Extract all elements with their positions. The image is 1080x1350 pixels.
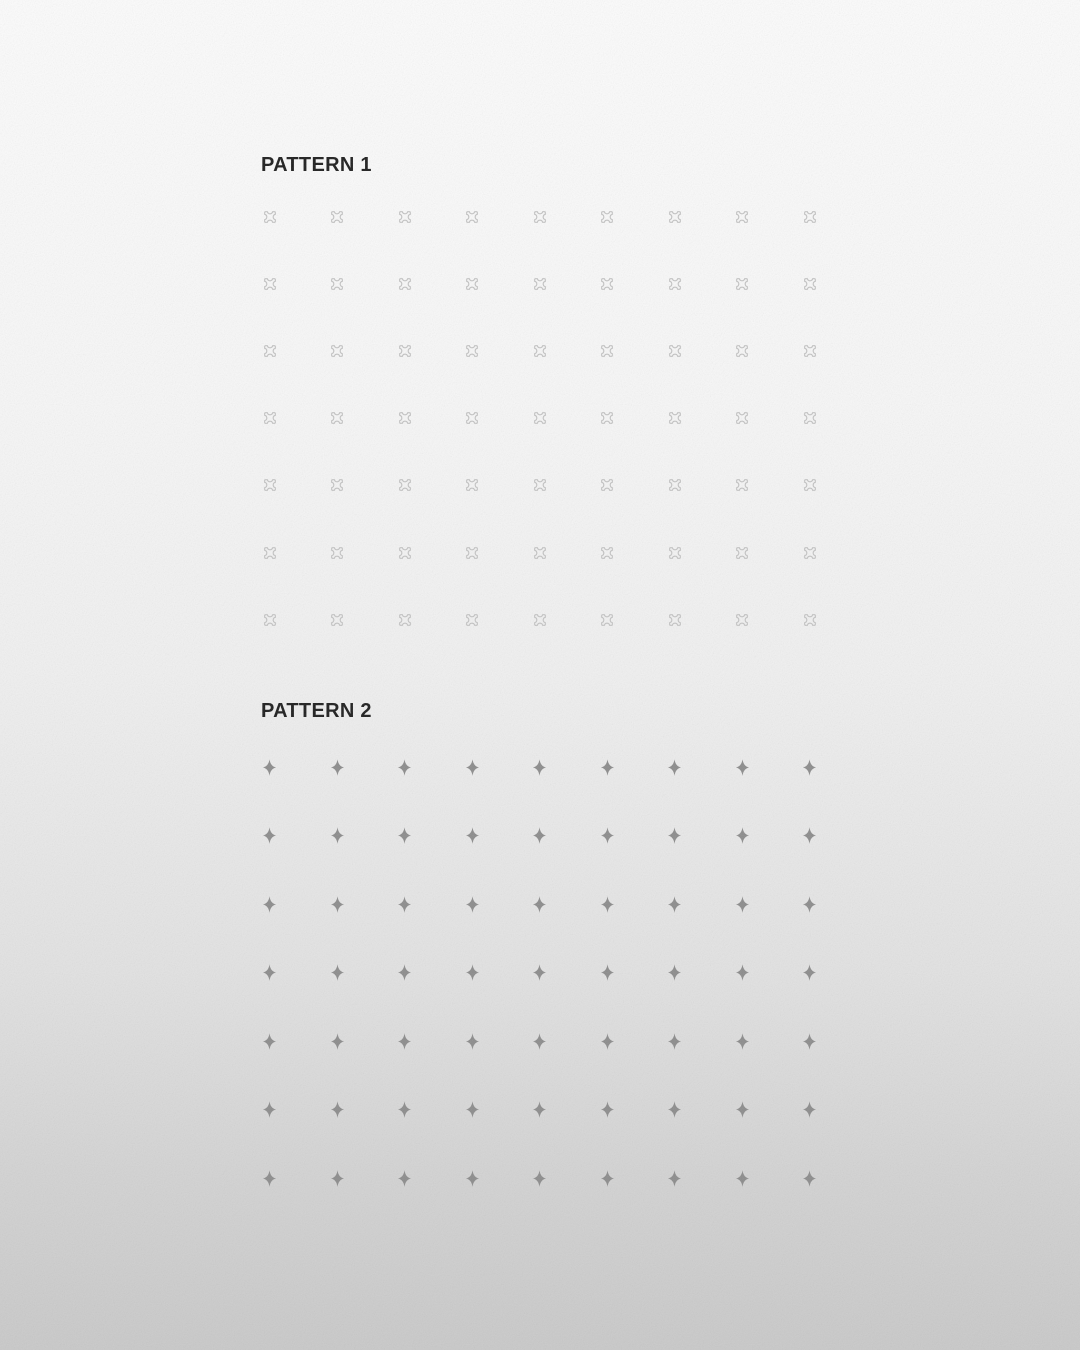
sparkle-icon [262, 826, 277, 845]
pattern-cell [236, 452, 304, 519]
pattern-cell [574, 1076, 642, 1145]
pattern-cell [304, 452, 372, 519]
clover-outline-icon [532, 545, 548, 561]
pattern-cell [236, 250, 304, 317]
pattern-cell [439, 452, 507, 519]
sparkle-icon [397, 1169, 412, 1188]
pattern-cell [776, 385, 844, 452]
pattern-cell [371, 1076, 439, 1145]
pattern-cell [439, 385, 507, 452]
pattern-cell [709, 519, 777, 586]
sparkle-icon [397, 826, 412, 845]
pattern-cell [236, 1076, 304, 1145]
pattern-cell [439, 1144, 507, 1213]
pattern-cell [236, 870, 304, 939]
clover-outline-icon [599, 276, 615, 292]
clover-outline-icon [667, 209, 683, 225]
pattern-cell [506, 802, 574, 871]
pattern-cell [709, 1076, 777, 1145]
sparkle-icon [465, 1100, 480, 1119]
sparkle-icon [397, 1032, 412, 1051]
pattern-cell [641, 519, 709, 586]
pattern-cell [506, 250, 574, 317]
pattern-cell [506, 586, 574, 653]
sparkle-icon [397, 963, 412, 982]
pattern-cell [574, 519, 642, 586]
pattern-cell [304, 385, 372, 452]
pattern-cell [574, 317, 642, 384]
sparkle-icon [330, 826, 345, 845]
pattern-cell [439, 733, 507, 802]
section-title-pattern-2: PATTERN 2 [261, 700, 372, 722]
pattern-cell [574, 586, 642, 653]
pattern-cell [236, 1144, 304, 1213]
pattern-cell [776, 1076, 844, 1145]
sparkle-icon [735, 963, 750, 982]
pattern-cell [371, 250, 439, 317]
sparkle-icon [600, 1169, 615, 1188]
sparkle-icon [600, 1100, 615, 1119]
pattern-cell [776, 870, 844, 939]
pattern-cell [709, 250, 777, 317]
pattern-cell [709, 586, 777, 653]
pattern-cell [574, 1144, 642, 1213]
clover-outline-icon [262, 276, 278, 292]
pattern-cell [236, 183, 304, 250]
clover-outline-icon [667, 410, 683, 426]
clover-outline-icon [262, 612, 278, 628]
clover-outline-icon [262, 477, 278, 493]
pattern-cell [506, 519, 574, 586]
pattern-cell [236, 586, 304, 653]
clover-outline-icon [262, 343, 278, 359]
sparkle-icon [802, 895, 817, 914]
pattern-cell [574, 939, 642, 1008]
sparkle-icon [667, 826, 682, 845]
pattern-cell [371, 939, 439, 1008]
clover-outline-icon [464, 612, 480, 628]
pattern-cell [574, 802, 642, 871]
pattern-cell [371, 1144, 439, 1213]
pattern-cell [304, 183, 372, 250]
pattern-cell [709, 183, 777, 250]
pattern-cell [574, 385, 642, 452]
clover-outline-icon [667, 343, 683, 359]
clover-outline-icon [532, 343, 548, 359]
sparkle-icon [532, 1032, 547, 1051]
clover-outline-icon [802, 410, 818, 426]
sparkle-icon [667, 1100, 682, 1119]
sparkle-icon [802, 1032, 817, 1051]
pattern-cell [304, 802, 372, 871]
pattern-cell [371, 1007, 439, 1076]
clover-outline-icon [397, 477, 413, 493]
clover-outline-icon [397, 612, 413, 628]
pattern-cell [304, 939, 372, 1008]
pattern-cell [371, 317, 439, 384]
pattern-cell [506, 385, 574, 452]
sparkle-icon [600, 963, 615, 982]
clover-outline-icon [464, 276, 480, 292]
pattern-cell [439, 870, 507, 939]
pattern-cell [371, 870, 439, 939]
pattern-cell [439, 183, 507, 250]
clover-outline-icon [329, 276, 345, 292]
sparkle-icon [802, 758, 817, 777]
clover-outline-icon [802, 343, 818, 359]
pattern-cell [371, 802, 439, 871]
pattern-cell [506, 1076, 574, 1145]
pattern-cell [641, 385, 709, 452]
pattern-cell [304, 317, 372, 384]
clover-outline-icon [397, 545, 413, 561]
pattern-cell [371, 183, 439, 250]
sparkle-icon [532, 1100, 547, 1119]
sparkle-icon [667, 895, 682, 914]
clover-outline-icon [802, 477, 818, 493]
clover-outline-icon [397, 410, 413, 426]
pattern-cell [506, 452, 574, 519]
sparkle-icon [735, 826, 750, 845]
pattern-cell [574, 870, 642, 939]
pattern-cell [236, 939, 304, 1008]
pattern-cell [776, 250, 844, 317]
clover-outline-icon [329, 209, 345, 225]
pattern-cell [236, 802, 304, 871]
clover-outline-icon [532, 276, 548, 292]
clover-outline-icon [464, 545, 480, 561]
pattern-cell [371, 385, 439, 452]
pattern-1-grid [236, 183, 844, 653]
pattern-cell [709, 1007, 777, 1076]
pattern-2-grid [236, 733, 844, 1213]
pattern-cell [236, 317, 304, 384]
pattern-cell [506, 1007, 574, 1076]
sparkle-icon [330, 1032, 345, 1051]
sparkle-icon [600, 1032, 615, 1051]
pattern-cell [439, 250, 507, 317]
pattern-cell [776, 452, 844, 519]
clover-outline-icon [599, 612, 615, 628]
pattern-cell [304, 519, 372, 586]
sparkle-icon [600, 895, 615, 914]
pattern-cell [776, 317, 844, 384]
sparkle-icon [262, 963, 277, 982]
sparkle-icon [262, 1032, 277, 1051]
clover-outline-icon [667, 477, 683, 493]
sparkle-icon [735, 758, 750, 777]
pattern-cell [641, 1144, 709, 1213]
clover-outline-icon [397, 276, 413, 292]
clover-outline-icon [802, 545, 818, 561]
clover-outline-icon [532, 477, 548, 493]
pattern-cell [641, 452, 709, 519]
pattern-cell [304, 250, 372, 317]
pattern-cell [304, 870, 372, 939]
sparkle-icon [532, 826, 547, 845]
clover-outline-icon [734, 209, 750, 225]
clover-outline-icon [599, 410, 615, 426]
sparkle-icon [397, 758, 412, 777]
clover-outline-icon [262, 410, 278, 426]
pattern-cell [439, 1007, 507, 1076]
clover-outline-icon [464, 410, 480, 426]
clover-outline-icon [532, 612, 548, 628]
pattern-cell [574, 183, 642, 250]
pattern-cell [641, 870, 709, 939]
clover-outline-icon [329, 612, 345, 628]
pattern-cell [776, 939, 844, 1008]
sparkle-icon [600, 758, 615, 777]
sparkle-icon [667, 1032, 682, 1051]
pattern-cell [506, 317, 574, 384]
sparkle-icon [330, 758, 345, 777]
pattern-cell [371, 733, 439, 802]
sparkle-icon [465, 758, 480, 777]
clover-outline-icon [734, 276, 750, 292]
sparkle-icon [532, 895, 547, 914]
clover-outline-icon [464, 477, 480, 493]
clover-outline-icon [262, 545, 278, 561]
pattern-cell [574, 250, 642, 317]
pattern-cell [641, 183, 709, 250]
sparkle-icon [802, 963, 817, 982]
pattern-cell [506, 939, 574, 1008]
pattern-cell [371, 452, 439, 519]
sparkle-icon [465, 826, 480, 845]
pattern-cell [641, 586, 709, 653]
pattern-cell [236, 733, 304, 802]
pattern-cell [641, 317, 709, 384]
pattern-cell [574, 452, 642, 519]
pattern-cell [574, 1007, 642, 1076]
clover-outline-icon [329, 545, 345, 561]
pattern-cell [506, 183, 574, 250]
sparkle-icon [735, 1100, 750, 1119]
pattern-cell [709, 385, 777, 452]
pattern-cell [439, 802, 507, 871]
pattern-cell [776, 519, 844, 586]
clover-outline-icon [464, 343, 480, 359]
pattern-cell [776, 1144, 844, 1213]
sparkle-icon [735, 895, 750, 914]
clover-outline-icon [599, 545, 615, 561]
sparkle-icon [802, 1100, 817, 1119]
sparkle-icon [397, 1100, 412, 1119]
sparkle-icon [465, 1169, 480, 1188]
clover-outline-icon [262, 209, 278, 225]
clover-outline-icon [667, 276, 683, 292]
pattern-cell [439, 939, 507, 1008]
pattern-cell [439, 1076, 507, 1145]
pattern-cell [641, 1076, 709, 1145]
pattern-cell [304, 733, 372, 802]
pattern-cell [641, 939, 709, 1008]
sparkle-icon [465, 963, 480, 982]
sparkle-icon [802, 826, 817, 845]
sparkle-icon [532, 1169, 547, 1188]
sparkle-icon [532, 963, 547, 982]
sparkle-icon [330, 1169, 345, 1188]
pattern-cell [776, 802, 844, 871]
pattern-cell [236, 385, 304, 452]
clover-outline-icon [734, 410, 750, 426]
pattern-cell [506, 733, 574, 802]
sparkle-icon [735, 1032, 750, 1051]
pattern-cell [506, 870, 574, 939]
sparkle-icon [262, 1169, 277, 1188]
pattern-cell [304, 586, 372, 653]
sparkle-icon [262, 758, 277, 777]
clover-outline-icon [734, 477, 750, 493]
pattern-cell [709, 870, 777, 939]
pattern-cell [641, 250, 709, 317]
pattern-cell [641, 802, 709, 871]
pattern-cell [371, 586, 439, 653]
sparkle-icon [465, 1032, 480, 1051]
pattern-cell [709, 452, 777, 519]
clover-outline-icon [464, 209, 480, 225]
sparkle-icon [262, 1100, 277, 1119]
sparkle-icon [330, 1100, 345, 1119]
clover-outline-icon [532, 410, 548, 426]
pattern-cell [709, 1144, 777, 1213]
pattern-cell [304, 1076, 372, 1145]
pattern-cell [709, 733, 777, 802]
sparkle-icon [532, 758, 547, 777]
sparkle-icon [397, 895, 412, 914]
pattern-cell [439, 519, 507, 586]
clover-outline-icon [802, 612, 818, 628]
pattern-cell [506, 1144, 574, 1213]
clover-outline-icon [802, 209, 818, 225]
pattern-cell [439, 586, 507, 653]
pattern-cell [641, 1007, 709, 1076]
pattern-cell [709, 317, 777, 384]
pattern-cell [574, 733, 642, 802]
pattern-cell [709, 802, 777, 871]
sparkle-icon [667, 1169, 682, 1188]
pattern-cell [709, 939, 777, 1008]
sparkle-icon [735, 1169, 750, 1188]
sparkle-icon [667, 758, 682, 777]
clover-outline-icon [667, 612, 683, 628]
clover-outline-icon [329, 410, 345, 426]
pattern-cell [304, 1007, 372, 1076]
clover-outline-icon [599, 343, 615, 359]
sparkle-icon [262, 895, 277, 914]
clover-outline-icon [734, 545, 750, 561]
clover-outline-icon [734, 343, 750, 359]
sparkle-icon [330, 895, 345, 914]
section-title-pattern-1: PATTERN 1 [261, 154, 372, 176]
pattern-cell [236, 1007, 304, 1076]
pattern-cell [776, 733, 844, 802]
clover-outline-icon [667, 545, 683, 561]
sparkle-icon [667, 963, 682, 982]
clover-outline-icon [599, 209, 615, 225]
pattern-cell [371, 519, 439, 586]
clover-outline-icon [329, 477, 345, 493]
pattern-cell [236, 519, 304, 586]
sparkle-icon [802, 1169, 817, 1188]
sparkle-icon [330, 963, 345, 982]
pattern-cell [776, 1007, 844, 1076]
clover-outline-icon [397, 209, 413, 225]
clover-outline-icon [397, 343, 413, 359]
clover-outline-icon [802, 276, 818, 292]
pattern-cell [304, 1144, 372, 1213]
sparkle-icon [465, 895, 480, 914]
sparkle-icon [600, 826, 615, 845]
pattern-cell [439, 317, 507, 384]
clover-outline-icon [599, 477, 615, 493]
pattern-cell [641, 733, 709, 802]
clover-outline-icon [734, 612, 750, 628]
pattern-cell [776, 183, 844, 250]
clover-outline-icon [532, 209, 548, 225]
pattern-cell [776, 586, 844, 653]
clover-outline-icon [329, 343, 345, 359]
